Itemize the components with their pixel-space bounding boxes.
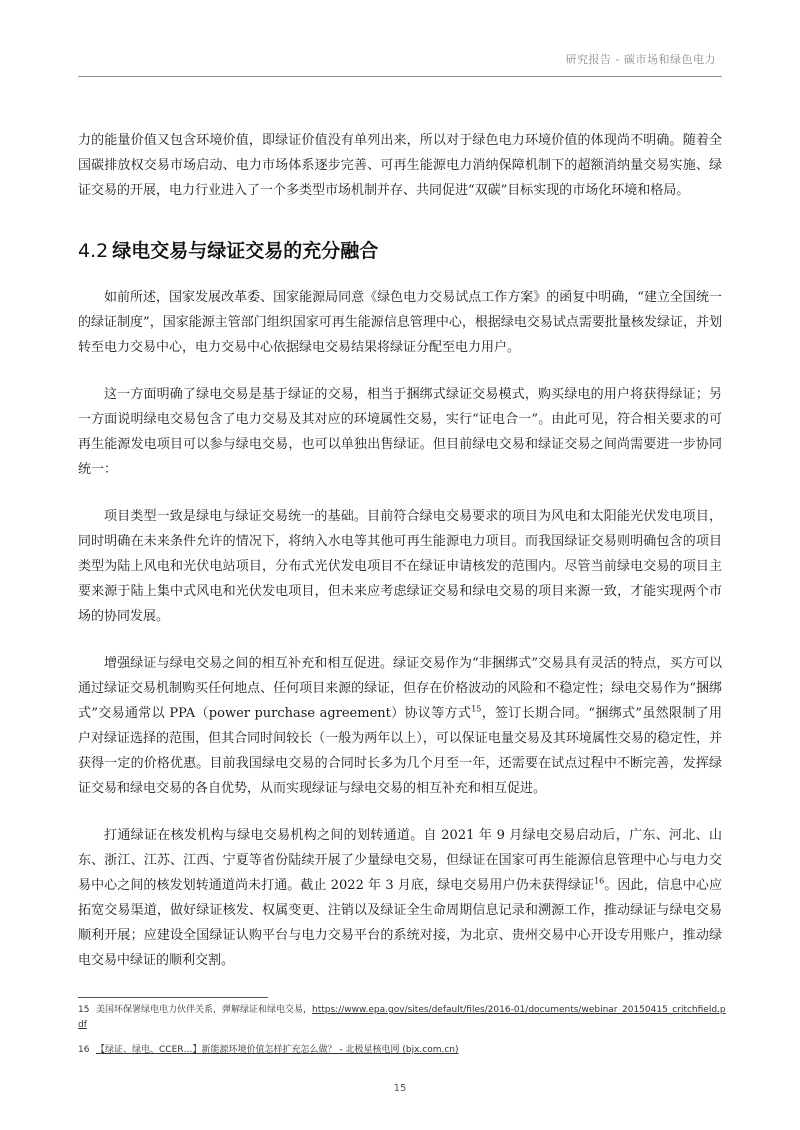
footnote-ref-15[interactable]: 15 (471, 704, 482, 714)
paragraph-2: 这一方面明确了绿电交易是基于绿证的交易，相当于捆绑式绿证交易模式，购买绿电的用户将获得绿证；另一方面说明绿电交易包含了电力交易及其对应的环境属性交易，实行“证电合一”。由此可见，符合相关要求的可再生能源发电项目可以参与绿电交易，也可以单独出售绿证。但目前绿电交易和绿证交易之间尚需要进一步协同统一： (78, 387, 722, 477)
footnote-16 (78, 1043, 728, 1058)
section-body (78, 285, 722, 973)
footnote-ref-16[interactable]: 16 (594, 876, 605, 886)
section-heading (78, 236, 378, 263)
paragraph-4-part-a: 增强绿证与绿电交易之间的相互补充和相互促进。绿证交易作为“非捆绑式”交易具有灵活的特点，买方可以通过绿证交易机制购买任何地点、任何项目来源的绿证，但存在价格波动的风险和不稳定性；绿电交易作为“捆绑式”交易通常以 PPA（power purchase agreement）协议等方式 (78, 656, 722, 721)
paragraph-4-part-b: ，签订长期合同。“捆绑式”虽然限制了用户对绿证选择的范围，但其合同时间较长（一般为两年以上），可以保证电量交易及其环境属性交易的稳定性，并获得一定的价格优惠。目前我国绿电交易的合同时长多为几个月至一年，还需要在试点过程中不断完善，发挥绿证交易和绿电交易的各自优势，从而实现绿证与绿电交易的相互补充和相互促进。 (78, 706, 722, 796)
header-divider (78, 76, 722, 77)
section-number: 4.2 (78, 240, 109, 262)
footnote-divider (78, 997, 268, 998)
paragraph-5-part-a: 打通绿证在核发机构与绿电交易机构之间的划转通道。自 2021 年 9 月绿电交易启动后，广东、河北、山东、浙江、江苏、江西、宁夏等省份陆续开展了少量绿电交易，但绿证在国家可再生能源信息管理中心与电力交易中心之间的核发划转通道尚未打通。截止 2022 年 3 月底，绿电交易用户仍未获得绿证 (78, 828, 722, 893)
paragraph-5 (78, 823, 722, 973)
footnote-number: 16 (78, 1045, 90, 1055)
page-number: 15 (393, 1083, 407, 1094)
intro-paragraph (78, 128, 722, 203)
paragraph-4 (78, 651, 722, 801)
footnote-number: 15 (78, 1005, 90, 1015)
footnote-text: 美国环保署绿电电力伙伴关系，弹解绿证和绿电交易， (96, 1005, 313, 1015)
footnote-15 (78, 1003, 728, 1033)
paragraph-1: 如前所述，国家发展改革委、国家能源局同意《绿色电力交易试点工作方案》的函复中明确，“建立全国统一的绿证制度”，国家能源主管部门组织国家可再生能源信息管理中心，根据绿电交易试点需要批量核发绿证，并划转至电力交易中心，电力交易中心依据绿电交易结果将绿证分配至电力用户。 (78, 290, 722, 355)
footnote-link[interactable]: 【绿证、绿电、CCER…】新能源环境价值怎样扩充怎么做？ - 北极星核电网 (bjx.com.cn) (96, 1045, 459, 1055)
paragraph-5-part-b: 。因此，信息中心应拓宽交易渠道，做好绿证核发、权属变更、注销以及绿证全生命周期信息记录和溯源工作，推动绿证与绿电交易顺利开展；应建设全国绿证认购平台与电力交易平台的系统对接，为北京、贵州交易中心开设专用账户，推动绿电交易中绿证的顺利交割。 (78, 878, 722, 968)
footnote-link[interactable]: https://www.epa.gov/sites/default/files/2016-01/documents/webinar_20150415_critchfield.pdf (78, 1005, 726, 1030)
intro-paragraph-text: 力的能量价值又包含环境价值，即绿证价值没有单列出来，所以对于绿色电力环境价值的体现尚不明确。随着全国碳排放权交易市场启动、电力市场体系逐步完善、可再生能源电力消纳保障机制下的超额消纳量交易实施、绿证交易的开展，电力行业进入了一个多类型市场机制并存、共同促进“双碳”目标实现的市场化环境和格局。 (78, 133, 722, 198)
paragraph-3: 项目类型一致是绿电与绿证交易统一的基础。目前符合绿电交易要求的项目为风电和太阳能光伏发电项目，同时明确在未来条件允许的情况下，将纳入水电等其他可再生能源电力项目。而我国绿证交易则明确包含的项目类型为陆上风电和光伏电站项目，分布式光伏发电项目不在绿证申请核发的范围内。尽管当前绿电交易的项目主要来源于陆上集中式风电和光伏发电项目，但未来应考虑绿证交易和绿电交易的项目来源一致，才能实现两个市场的协同发展。 (78, 509, 722, 624)
header-title: 研究报告 - 碳市场和绿色电力 (565, 53, 716, 66)
section-title: 绿电交易与绿证交易的充分融合 (112, 240, 379, 262)
